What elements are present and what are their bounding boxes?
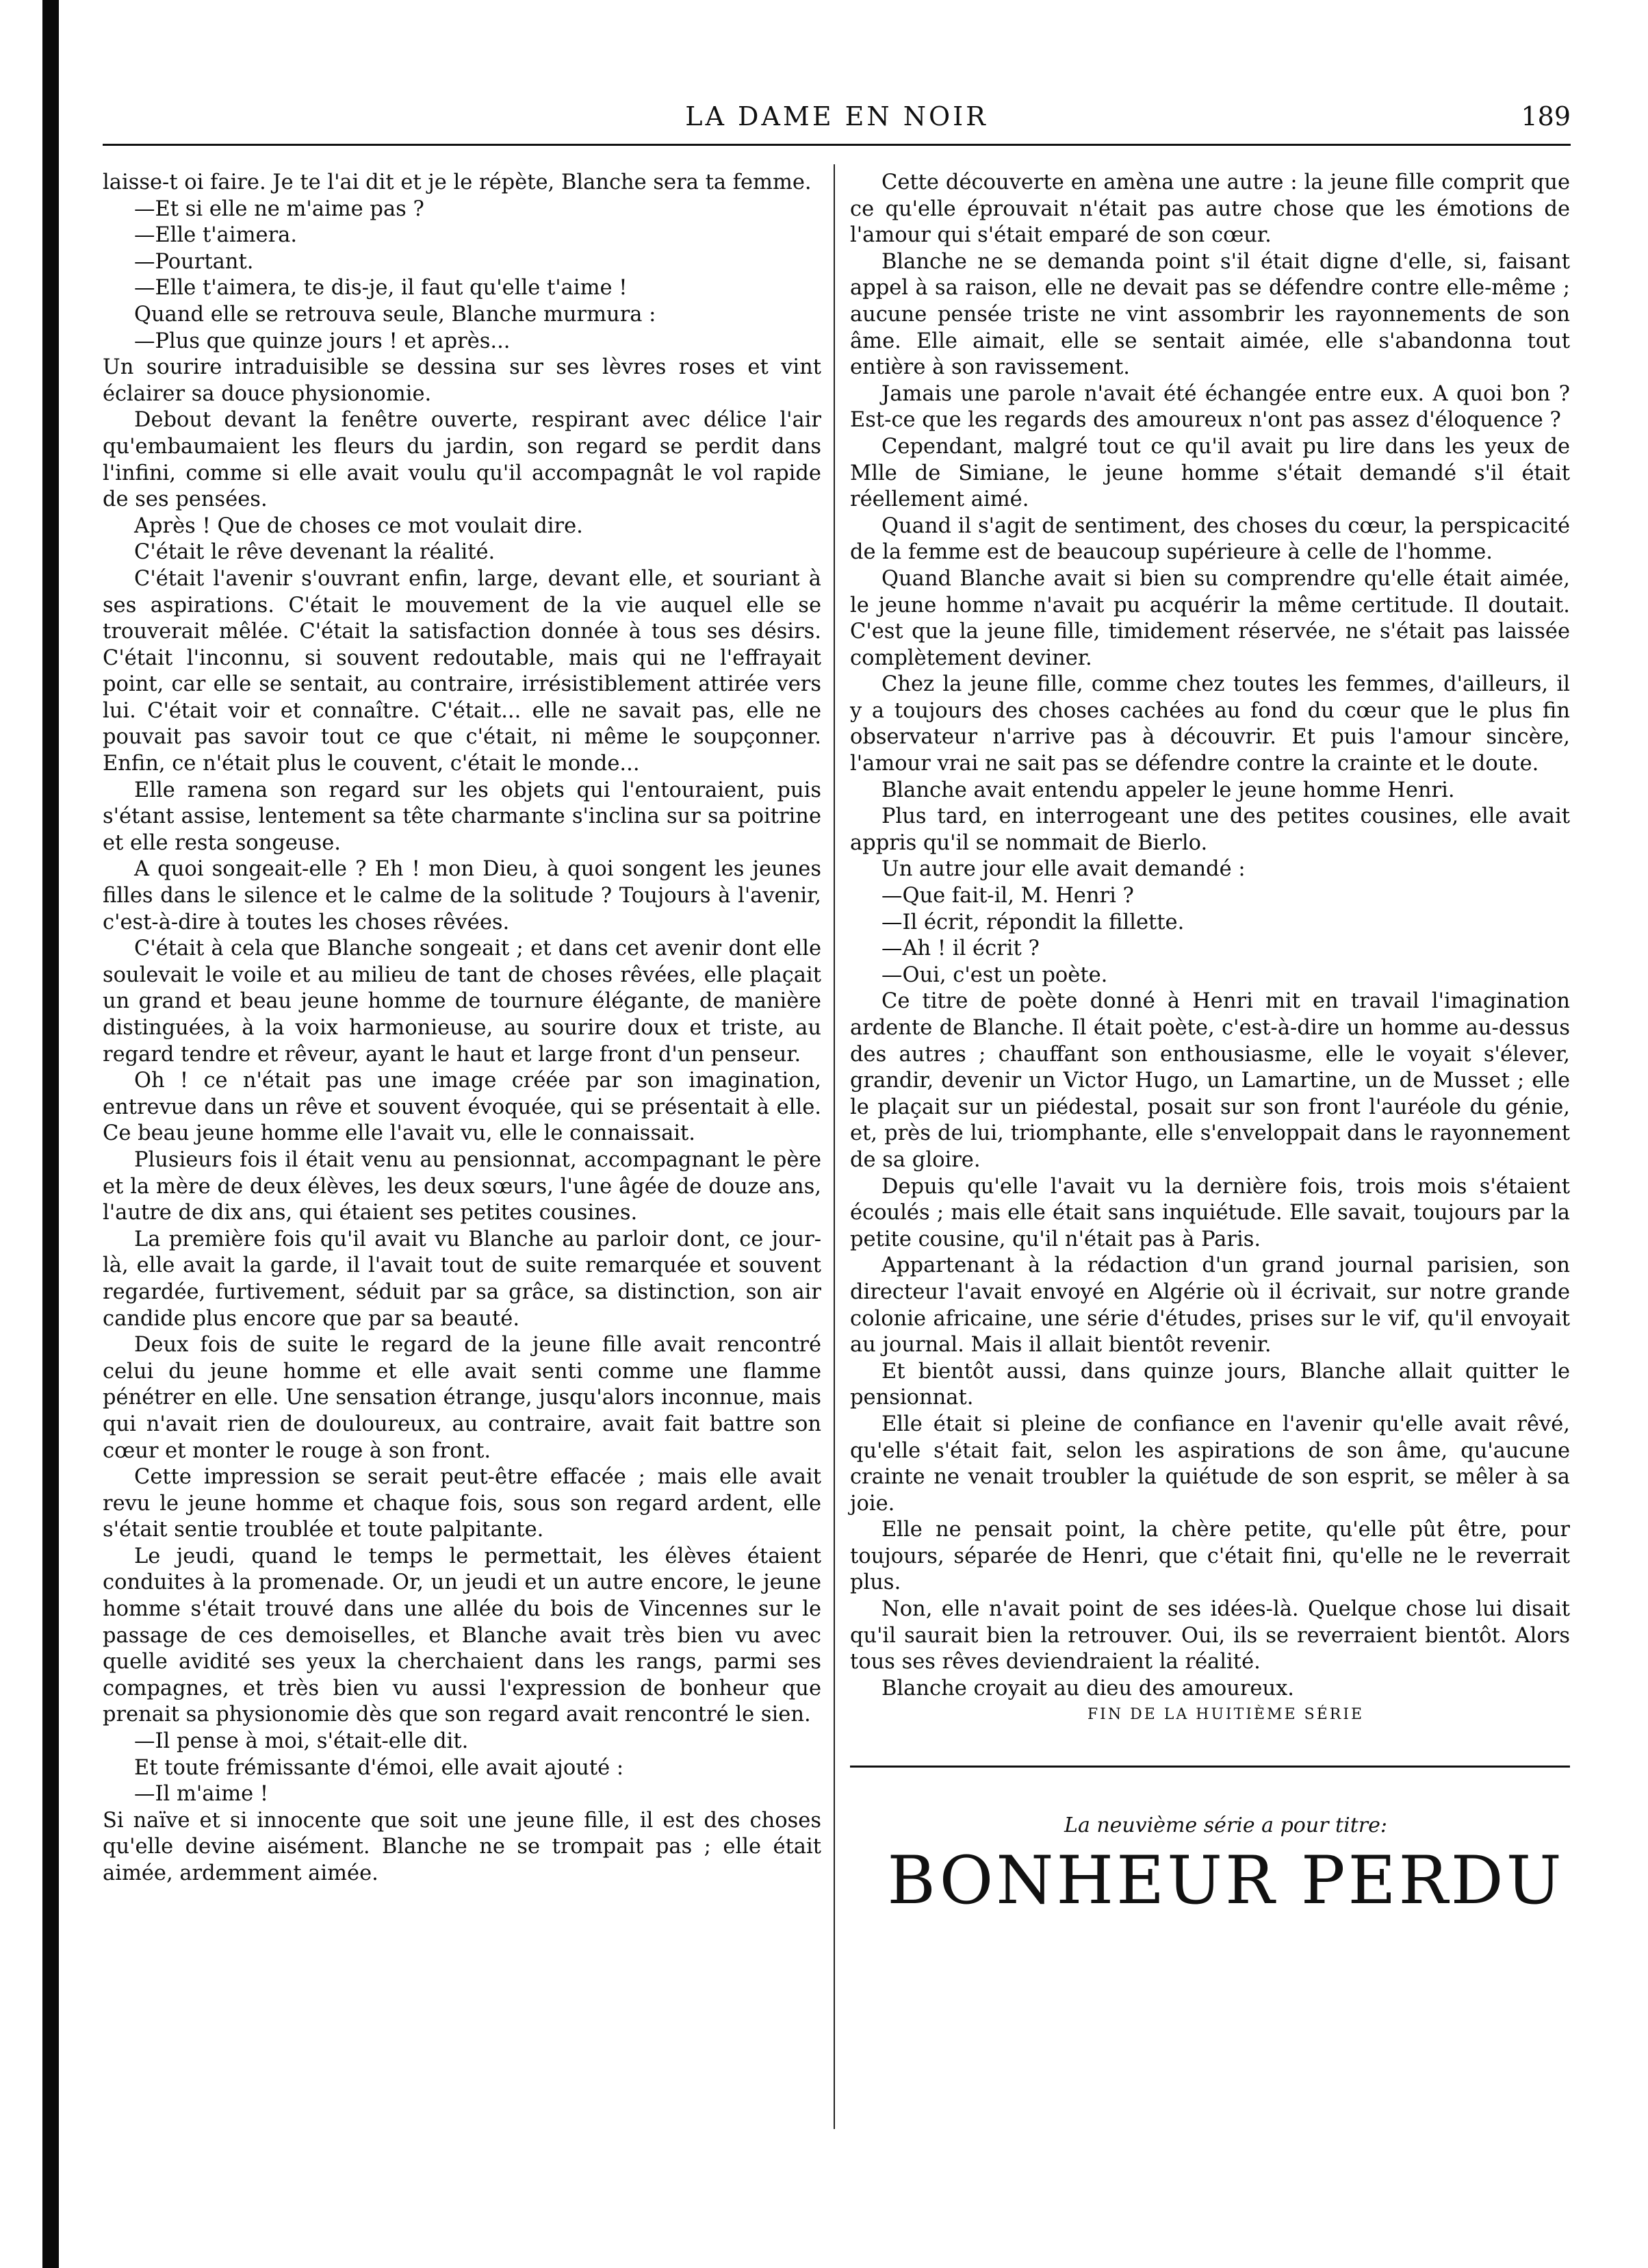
binding-edge xyxy=(42,0,59,2268)
paragraph: Quand Blanche avait si bien su comprendre qu'elle était aimée, le jeune homme n'avait pu acquérir la même certitude. Il doutait. C'est que la jeune fille, timidement réservée, ne s'était pas laissée complètement deviner. xyxy=(850,566,1570,670)
paragraph: —Que fait-il, M. Henri ? xyxy=(881,884,1134,908)
section-rule xyxy=(850,1766,1570,1768)
left-column xyxy=(103,170,821,1887)
paragraph: —Oui, c'est un poète. xyxy=(881,963,1108,987)
paragraph: Debout devant la fenêtre ouverte, respirant avec délice l'air qu'embaumaient les fleurs du jardin, son regard se perdit dans l'infini, comme si elle avait voulu qu'il accompagnât le vol rapide de ses pensées. xyxy=(103,408,821,512)
running-title: LA DAME EN NOIR xyxy=(685,101,988,131)
next-series-intro: La neuvième série a pour titre: xyxy=(1064,1813,1387,1838)
paragraph: Plusieurs fois il était venu au pensionnat, accompagnant le père et la mère de deux élèves, les deux sœurs, l'une âgée de douze ans, l'autre de dix ans, qui étaient ses petites cousines. xyxy=(103,1147,821,1225)
right-column xyxy=(850,170,1570,1922)
paragraph: La première fois qu'il avait vu Blanche au parloir dont, ce jour-là, elle avait la garde, il l'avait tout de suite remarquée et souvent regardée, furtivement, séduit par sa grâce, sa distinction, son air candide plus encore que par sa beauté. xyxy=(103,1227,821,1331)
paragraph: —Il m'aime ! xyxy=(134,1782,269,1807)
page-number: 189 xyxy=(1521,101,1571,131)
paragraph: Ce titre de poète donné à Henri mit en travail l'imagination ardente de Blanche. Il était poète, c'est-à-dire un homme au-dessus des autres ; chauffant son enthousiasme, elle le voyait s'élever, grandir, devenir un Victor Hugo, un Lamartine, un de Musset ; elle le plaçait sur un piédestal, posait sur son front l'auréole du génie, et, près de lui, triomphante, elle s'enveloppait dans le rayonnement de sa gloire. xyxy=(850,989,1570,1172)
paragraph: Deux fois de suite le regard de la jeune fille avait rencontré celui du jeune homme et elle avait senti comme une flamme pénétrer en elle. Une sensation étrange, jusqu'alors inconnue, mais qui n'avait rien de douloureux, au contraire, avait fait battre son cœur et monter le rouge à son front. xyxy=(103,1333,821,1463)
paragraph: Oh ! ce n'était pas une image créée par son imagination, entrevue dans un rêve et souvent évoquée, qui se présentait à elle. Ce beau jeune homme elle l'avait vu, elle le connaissait. xyxy=(103,1069,821,1146)
paragraph: —Il écrit, répondit la fillette. xyxy=(881,910,1185,934)
paragraph: Un sourire intraduisible se dessina sur ses lèvres roses et vint éclairer sa douce physionomie. xyxy=(103,355,821,406)
paragraph: Depuis qu'elle l'avait vu la dernière fois, trois mois s'étaient écoulés ; mais elle était sans inquiétude. Elle savait, toujours par la petite cousine, qu'il n'était pas à Paris. xyxy=(850,1174,1570,1251)
page-header xyxy=(103,101,1571,142)
paragraph: Appartenant à la rédaction d'un grand journal parisien, son directeur l'avait envoyé en Algérie où il écrivait, sur notre grande colonie africaine, une série d'études, prises sur le vif, qu'il envoyait au journal. Mais il allait bientôt revenir. xyxy=(850,1253,1570,1358)
paragraph: Le jeudi, quand le temps le permettait, les élèves étaient conduites à la promenade. Or, un jeudi et un autre encore, le jeune homme s'était trouvé dans une allée du bois de Vincennes sur le passage de ces demoiselles, et Blanche avait très bien vu avec quelle avidité ses yeux la cherchaient dans les rangs, parmi ses compagnes, et très bien vu aussi l'expression de bonheur que prenait sa physionomie dès que son regard avait rencontré le sien. xyxy=(103,1544,821,1727)
end-of-series-note: FIN DE LA HUITIÈME SÉRIE xyxy=(1087,1706,1365,1724)
paragraph: —Et si elle ne m'aime pas ? xyxy=(134,196,424,221)
paragraph: Blanche ne se demanda point s'il était digne d'elle, si, faisant appel à sa raison, elle ne devait pas se défendre contre elle-même ; aucune pensée triste ne vint assombrir les rayonnements de son âme. Elle aimait, elle se sentait aimée, elle s'abandonna tout entière à son ravissement. xyxy=(850,249,1570,380)
paragraph: Elle ne pensait point, la chère petite, qu'elle pût être, pour toujours, séparée de Henri, que c'était fini, qu'elle ne le reverrait plus. xyxy=(850,1518,1570,1595)
paragraph: Non, elle n'avait point de ses idées-là. Quelque chose lui disait qu'il saurait bien la retrouver. Oui, ils se reverraient bientôt. Alors tous ses rêves deviendraient la réalité. xyxy=(850,1597,1570,1674)
paragraph: —Pourtant. xyxy=(134,249,254,274)
paragraph: Blanche croyait au dieu des amoureux. xyxy=(881,1676,1295,1700)
paragraph: Chez la jeune fille, comme chez toutes les femmes, d'ailleurs, il y a toujours des choses cachées au fond du cœur que le plus fin observateur n'arrive pas à découvrir. Et puis l'amour sincère, l'amour vrai ne sait pas se défendre contre la crainte et le doute. xyxy=(850,672,1570,776)
paragraph: A quoi songeait-elle ? Eh ! mon Dieu, à quoi songent les jeunes filles dans le silence et le calme de la solitude ? Toujours à l'avenir, c'est-à-dire à toutes les choses rêvées. xyxy=(103,857,821,934)
paragraph: laisse-t oi faire. Je te l'ai dit et je le répète, Blanche sera ta femme. xyxy=(103,170,812,194)
paragraph: Blanche avait entendu appeler le jeune homme Henri. xyxy=(881,778,1455,802)
paragraph: C'était à cela que Blanche songeait ; et dans cet avenir dont elle soulevait le voile et au milieu de tant de choses rêvées, elle plaçait un grand et beau jeune homme de tournure élégante, de manière distinguées, à la voix harmonieuse, au sourire doux et triste, au regard tendre et rêveur, ayant le haut et large front d'un penseur. xyxy=(103,936,821,1067)
paragraph: Cette découverte en amèna une autre : la jeune fille comprit que ce qu'elle éprouvait n'était pas autre chose que les émotions de l'amour qui s'était emparé de son cœur. xyxy=(850,170,1570,248)
paragraph: —Elle t'aimera, te dis-je, il faut qu'elle t'aime ! xyxy=(134,276,628,301)
paragraph: —Il pense à moi, s'était-elle dit. xyxy=(134,1729,469,1754)
paragraph: Cette impression se serait peut-être effacée ; mais elle avait revu le jeune homme et chaque fois, sous son regard ardent, elle s'était sentie troublée et toute palpitante. xyxy=(103,1465,821,1542)
paragraph: Elle était si pleine de confiance en l'avenir qu'elle avait rêvé, qu'elle s'était fait, selon les aspirations de son âme, qu'aucune crainte ne venait troubler la quiétude de son esprit, se mêler à sa joie. xyxy=(850,1412,1570,1516)
paragraph: Si naïve et si innocente que soit une jeune fille, il est des choses qu'elle devine aisément. Blanche ne se trompait pas ; elle était aimée, ardemment aimée. xyxy=(103,1808,821,1885)
paragraph: Elle ramena son regard sur les objets qui l'entouraient, puis s'étant assise, lentement sa tête charmante s'inclina sur sa poitrine et elle resta songeuse. xyxy=(103,778,821,855)
paragraph: Quand il s'agit de sentiment, des choses du cœur, la perspicacité de la femme est de beaucoup supérieure à celle de l'homme. xyxy=(850,513,1570,565)
column-divider xyxy=(834,164,835,2129)
paragraph: Un autre jour elle avait demandé : xyxy=(881,857,1246,882)
paragraph: Quand elle se retrouva seule, Blanche murmura : xyxy=(134,302,656,327)
paragraph: Jamais une parole n'avait été échangée entre eux. A quoi bon ? Est-ce que les regards des amoureux n'ont pas assez d'éloquence ? xyxy=(850,381,1570,433)
paragraph: C'était le rêve devenant la réalité. xyxy=(134,540,495,565)
paragraph: Et toute frémissante d'émoi, elle avait ajouté : xyxy=(134,1755,624,1780)
next-series-title: BONHEUR PERDU xyxy=(887,1842,1565,1919)
paragraph: Plus tard, en interrogeant une des petites cousines, elle avait appris qu'il se nommait de Bierlo. xyxy=(850,804,1570,855)
paragraph: —Ah ! il écrit ? xyxy=(881,936,1040,961)
header-rule xyxy=(103,144,1571,146)
paragraph: Après ! Que de choses ce mot voulait dire. xyxy=(134,513,583,538)
paragraph: —Elle t'aimera. xyxy=(134,223,298,248)
paragraph: —Plus que quinze jours ! et après... xyxy=(134,329,511,353)
paragraph: Et bientôt aussi, dans quinze jours, Blanche allait quitter le pensionnat. xyxy=(850,1359,1570,1410)
paragraph: Cependant, malgré tout ce qu'il avait pu lire dans les yeux de Mlle de Simiane, le jeune homme s'était demandé s'il était réellement aimé. xyxy=(850,434,1570,512)
paragraph: C'était l'avenir s'ouvrant enfin, large, devant elle, et souriant à ses aspirations. C'était le mouvement de la vie auquel elle se trouverait mêlée. C'était la satisfaction donnée à tous ses désirs. C'était l'inconnu, si souvent redoutable, mais qui ne l'effrayait point, car elle se sentait, au contraire, irrésistiblement attirée vers lui. C'était voir et connaître. C'était... elle ne savait pas, elle ne pouvait pas savoir tout ce que c'était, ni même le soupçonner. Enfin, ce n'était plus le couvent, c'était le monde... xyxy=(103,566,821,776)
